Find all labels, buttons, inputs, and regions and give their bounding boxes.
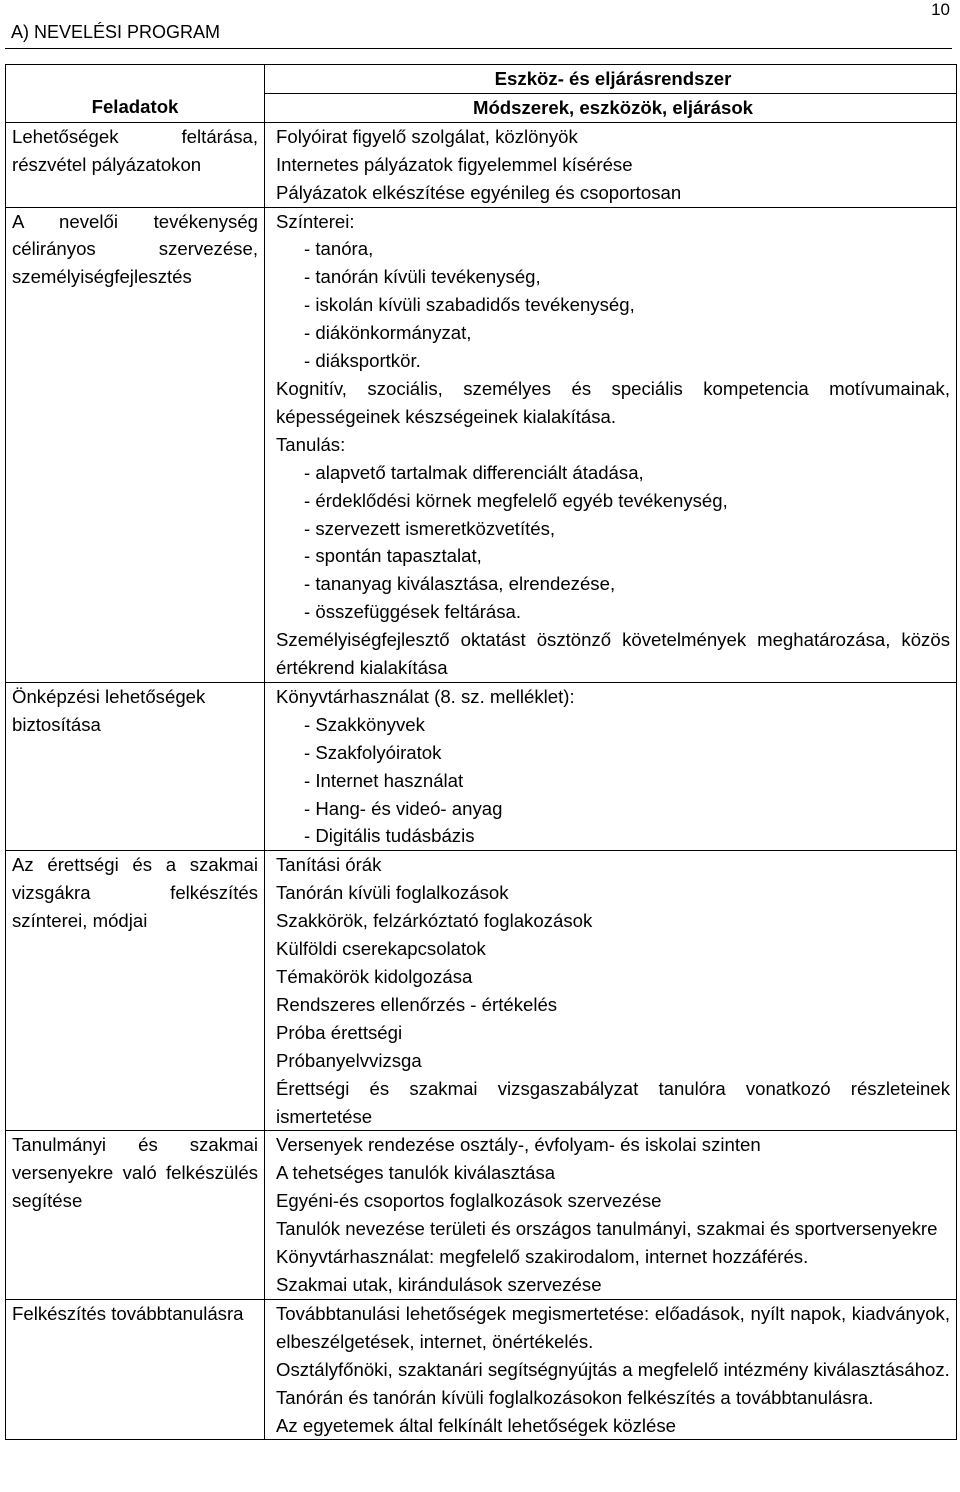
- method-list-item: - Hang- és videó- anyag: [304, 797, 503, 819]
- method-list-item: - alapvető tartalmak differenciált átadása,: [304, 461, 644, 483]
- table-header-row-1: [6, 65, 957, 94]
- task-cell: Önképzési lehetőségek biztosítása: [6, 682, 265, 850]
- method-line: Pályázatok elkészítése egyénileg és csoportosan: [276, 181, 682, 203]
- method-line: Tanórán kívüli foglalkozások: [276, 882, 509, 904]
- method-list-item: - tanóra,: [304, 238, 374, 260]
- method-line: Próbanyelvvizsga: [276, 1049, 422, 1071]
- method-line: Internetes pályázatok figyelemmel kísérése: [276, 153, 633, 175]
- method-line: Továbbtanulási lehetőségek megismertetése: előadások, nyílt napok, kiadványok, elbeszélgetések, internet, önértékelés.: [276, 1302, 950, 1352]
- methods-cell: [265, 1131, 957, 1299]
- method-line: Érettségi és szakmai vizsgaszabályzat tanulóra vonatkozó részleteinek ismertetése: [276, 1077, 950, 1127]
- method-list-item: - Digitális tudásbázis: [304, 825, 475, 847]
- table-row: [6, 851, 957, 1131]
- task-cell: Tanulmányi és szakmai versenyekre való felkészülés segítése: [6, 1131, 265, 1299]
- table-row: [6, 122, 957, 207]
- method-line: Az egyetemek által felkínált lehetőségek közlése: [276, 1414, 676, 1436]
- method-line: Külföldi cserekapcsolatok: [276, 938, 486, 960]
- method-line: Folyóirat figyelő szolgálat, közlönyök: [276, 125, 578, 147]
- method-list-item: - Szakkönyvek: [304, 713, 425, 735]
- method-line: Kognitív, szociális, személyes és speciális kompetencia motívumainak, képességeinek készségeinek kialakítása.: [276, 377, 950, 427]
- method-line: Osztályfőnöki, szaktanári segítségnyújtás a megfelelő intézmény kiválasztásához.: [276, 1358, 950, 1380]
- method-list-item: - tananyag kiválasztása, elrendezése,: [304, 573, 616, 595]
- method-line: Rendszeres ellenőrzés - értékelés: [276, 993, 558, 1015]
- method-line: Könyvtárhasználat (8. sz. melléklet):: [276, 685, 575, 707]
- document-header-title: A) NEVELÉSI PROGRAM: [11, 22, 221, 42]
- methods-cell: [265, 1299, 957, 1440]
- method-line: Tanítási órák: [276, 854, 382, 876]
- methods-cell: [265, 682, 957, 850]
- method-list-item: - iskolán kívüli szabadidős tevékenység,: [304, 294, 635, 316]
- method-line: Versenyek rendezése osztály-, évfolyam- és iskolai szinten: [276, 1134, 761, 1156]
- task-cell: A nevelői tevékenység célirányos szervezése, személyiségfejlesztés: [6, 207, 265, 682]
- method-line: Szakmai utak, kirándulások szervezése: [276, 1273, 602, 1295]
- method-list-item: - összefüggések feltárása.: [304, 601, 522, 623]
- column-header-tasks: Feladatok: [6, 93, 265, 122]
- method-line: Egyéni-és csoportos foglalkozások szervezése: [276, 1190, 662, 1212]
- method-line: Tanórán és tanórán kívüli foglalkozásokon felkészítés a továbbtanulásra.: [276, 1386, 874, 1408]
- method-list-item: - érdeklődési körnek megfelelő egyéb tevékenység,: [304, 489, 728, 511]
- method-line: Szakkörök, felzárkóztató foglakozások: [276, 910, 593, 932]
- table-row: [6, 207, 957, 682]
- method-list-item: - spontán tapasztalat,: [304, 545, 482, 567]
- methods-cell: [265, 122, 957, 207]
- method-line: Könyvtárhasználat: megfelelő szakirodalom, internet hozzáférés.: [276, 1246, 809, 1268]
- method-line: Tanulás:: [276, 433, 346, 455]
- methods-cell: [265, 851, 957, 1131]
- method-line: A tehetséges tanulók kiválasztása: [276, 1162, 556, 1184]
- program-table: [5, 64, 957, 1440]
- table-row: [6, 1131, 957, 1299]
- table-row: [6, 1299, 957, 1440]
- task-cell: Felkészítés továbbtanulásra: [6, 1299, 265, 1440]
- method-line: Témakörök kidolgozása: [276, 966, 473, 987]
- column-header-tools: Eszköz- és eljárásrendszer: [265, 65, 957, 94]
- column-header-methods: Módszerek, eszközök, eljárások: [265, 93, 957, 122]
- method-list-item: - diákönkormányzat,: [304, 322, 472, 344]
- method-list-item: - szervezett ismeretközvetítés,: [304, 517, 556, 539]
- method-line: Próba érettségi: [276, 1021, 403, 1043]
- page-number: 10: [931, 0, 950, 19]
- header-cell-empty: [6, 65, 265, 94]
- method-line: Személyiségfejlesztő oktatást ösztönző követelmények meghatározása, közös értékrend kialakítása: [276, 629, 950, 679]
- method-list-item: - tanórán kívüli tevékenység,: [304, 266, 541, 288]
- method-line: Színterei:: [276, 210, 355, 232]
- table-header-row-2: [6, 93, 957, 122]
- method-list-item: - diáksportkör.: [304, 350, 421, 372]
- task-cell: Az érettségi és a szakmai vizsgákra felkészítés színterei, módjai: [6, 851, 265, 1131]
- task-cell: Lehetőségek feltárása, részvétel pályázatokon: [6, 122, 265, 207]
- methods-cell: [265, 207, 957, 682]
- table-row: [6, 682, 957, 850]
- method-list-item: - Szakfolyóiratok: [304, 741, 442, 763]
- method-list-item: - Internet használat: [304, 769, 464, 791]
- method-line: Tanulók nevezése területi és országos tanulmányi, szakmai és sportversenyekre: [276, 1218, 938, 1240]
- header-divider: [5, 48, 952, 49]
